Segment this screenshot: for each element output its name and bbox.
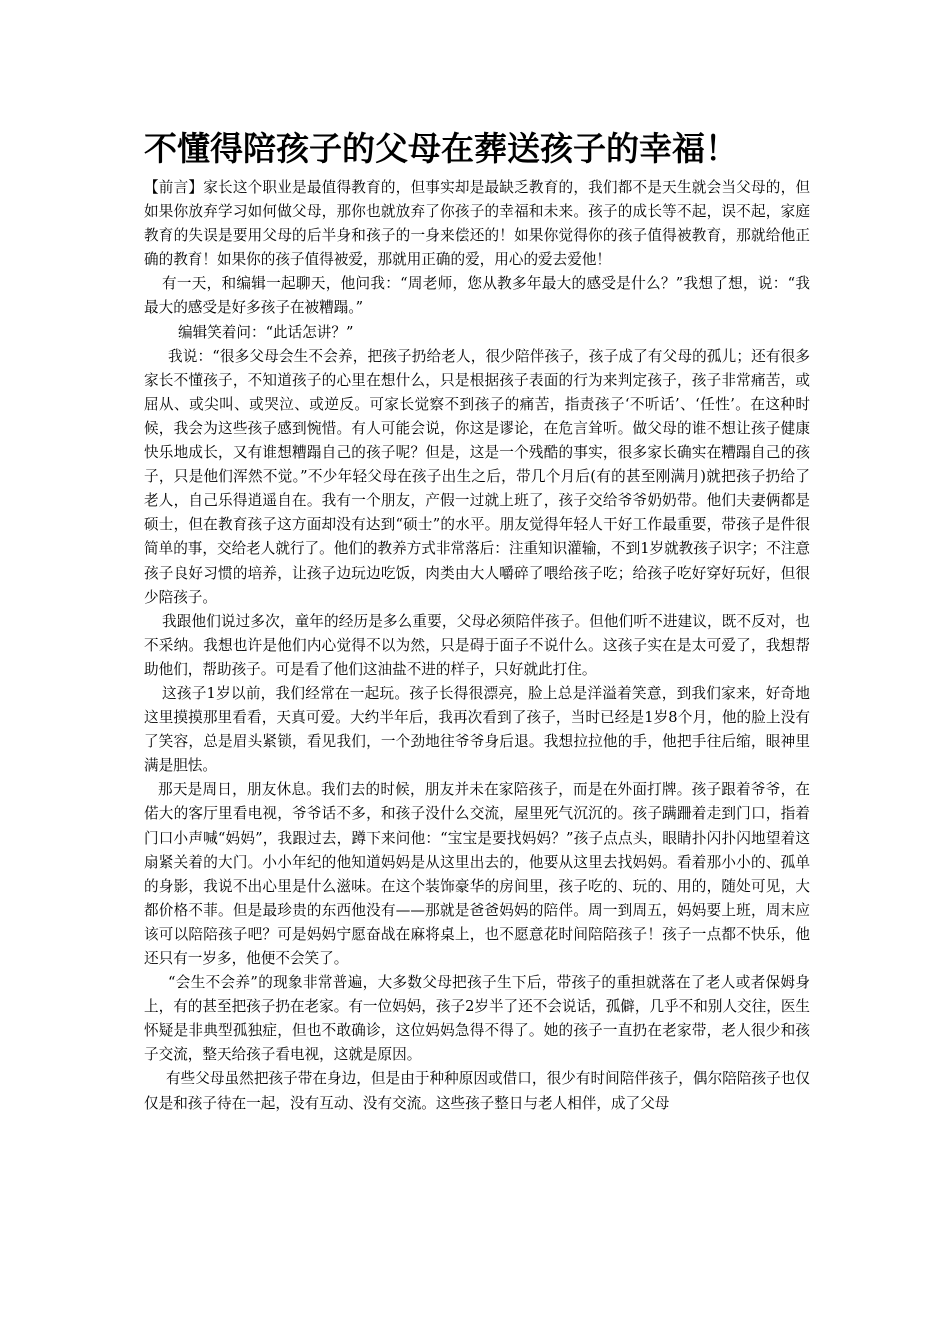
paragraph: “会生不会养”的现象非常普遍，大多数父母把孩子生下后，带孩子的重担就落在了老人或者保姆身上，有的甚至把孩子扔在老家。有一位妈妈，孩子2岁半了还不会说话，孤僻，几乎不和别人交往，医生怀疑是非典型孤独症，但也不敢确诊，这位妈妈急得不得了。她的孩子一直扔在老家带，老人很少和孩子交流，整天给孩子看电视，这就是原因。 [144,974,811,1064]
paragraph: 有一天，和编辑一起聊天，他问我：“周老师，您从教多年最大的感受是什么？”我想了想，说：“我最大的感受是好多孩子在被糟蹋。” [144,275,810,317]
article-body [144,176,810,1116]
paragraph: 我跟他们说过多次，童年的经历是多么重要，父母必须陪伴孩子。但他们听不进建议，既不反对，也不采纳。我想也许是他们内心觉得不以为然，只是碍于面子不说什么。这孩子实在是太可爱了，我想帮助他们，帮助孩子。可是看了他们这油盐不进的样子，只好就此打住。 [144,612,810,678]
paragraph-preface: 【前言】家长这个职业是最值得教育的，但事实却是最缺乏教育的，我们都不是天生就会当父母的，但如果你放弃学习如何做父母，那你也就放弃了你孩子的幸福和未来。孩子的成长等不起，误不起，家庭教育的失误是要用父母的后半身和孩子的一身来偿还的！如果你觉得你的孩子值得被教育，那就给他正确的教育！如果你的孩子值得被爱，那就用正确的爱，用心的爱去爱他！ [144,179,810,269]
paragraph: 这孩子1岁以前，我们经常在一起玩。孩子长得很漂亮，脸上总是洋溢着笑意，到我们家来，好奇地这里摸摸那里看看，天真可爱。大约半年后，我再次看到了孩子，当时已经是1岁8个月，他的脸上没有了笑容，总是眉头紧锁，看见我们，一个劲地往爷爷身后退。我想拉拉他的手，他把手往后缩，眼神里满是胆怯。 [144,684,810,775]
page-title: 不懂得陪孩子的父母在葬送孩子的幸福！ [144,129,738,168]
paragraph: 有些父母虽然把孩子带在身边，但是由于种种原因或借口，很少有时间陪伴孩子，偶尔陪陪孩子也仅仅是和孩子待在一起，没有互动、没有交流。这些孩子整日与老人相伴，成了父母 [144,1070,810,1112]
paragraph: 编辑笑着问：“此话怎讲？” [178,323,354,341]
paragraph: 我说：“很多父母会生不会养，把孩子扔给老人，很少陪伴孩子，孩子成了有父母的孤儿；还有很多家长不懂孩子，不知道孩子的心里在想什么，只是根据孩子表面的行为来判定孩子，孩子非常痛苦，或屈从、或尖叫、或哭泣、或逆反。可家长觉察不到孩子的痛苦，指责孩子‘不听话’、‘任性’。在这种时候，我会为这些孩子感到惋惜。有人可能会说，你这是谬论，在危言耸听。做父母的谁不想让孩子健康快乐地成长，又有谁想糟蹋自己的孩子呢？但是，这是一个残酷的事实，很多家长确实在糟蹋自己的孩子，只是他们浑然不觉。”不少年轻父母在孩子出生之后，带几个月后(有的甚至刚满月)就把孩子扔给了老人，自己乐得逍遥自在。我有一个朋友，产假一过就上班了，孩子交给爷爷奶奶带。他们夫妻俩都是硕士，但在教育孩子这方面却没有达到“硕士”的水平。朋友觉得年轻人干好工作最重要，带孩子是件很简单的事，交给老人就行了。他们的教养方式非常落后：注重知识灌输，不到1岁就教孩子识字；不注意孩子良好习惯的培养，让孩子边玩边吃饭，肉类由大人嚼碎了喂给孩子吃；给孩子吃好穿好玩好，但很少陪孩子。 [144,347,811,606]
paragraph: 那天是周日，朋友休息。我们去的时候，朋友并未在家陪孩子，而是在外面打牌。孩子跟着爷爷，在偌大的客厅里看电视，爷爷话不多，和孩子没什么交流，屋里死气沉沉的。孩子蹒跚着走到门口，指着门口小声喊“妈妈”，我跟过去，蹲下来问他：“宝宝是要找妈妈？”孩子点点头，眼睛扑闪扑闪地望着这扇紧关着的大门。小小年纪的他知道妈妈是从这里出去的，他要从这里去找妈妈。看着那小小的、孤单的身影，我说不出心里是什么滋味。在这个装饰豪华的房间里，孩子吃的、玩的、用的，随处可见，大都价格不菲。但是最珍贵的东西他没有——那就是爸爸妈妈的陪伴。周一到周五，妈妈要上班，周末应该可以陪陪孩子吧？可是妈妈宁愿奋战在麻将桌上，也不愿意花时间陪陪孩子！孩子一点都不快乐，他还只有一岁多，他便不会笑了。 [144,781,810,967]
